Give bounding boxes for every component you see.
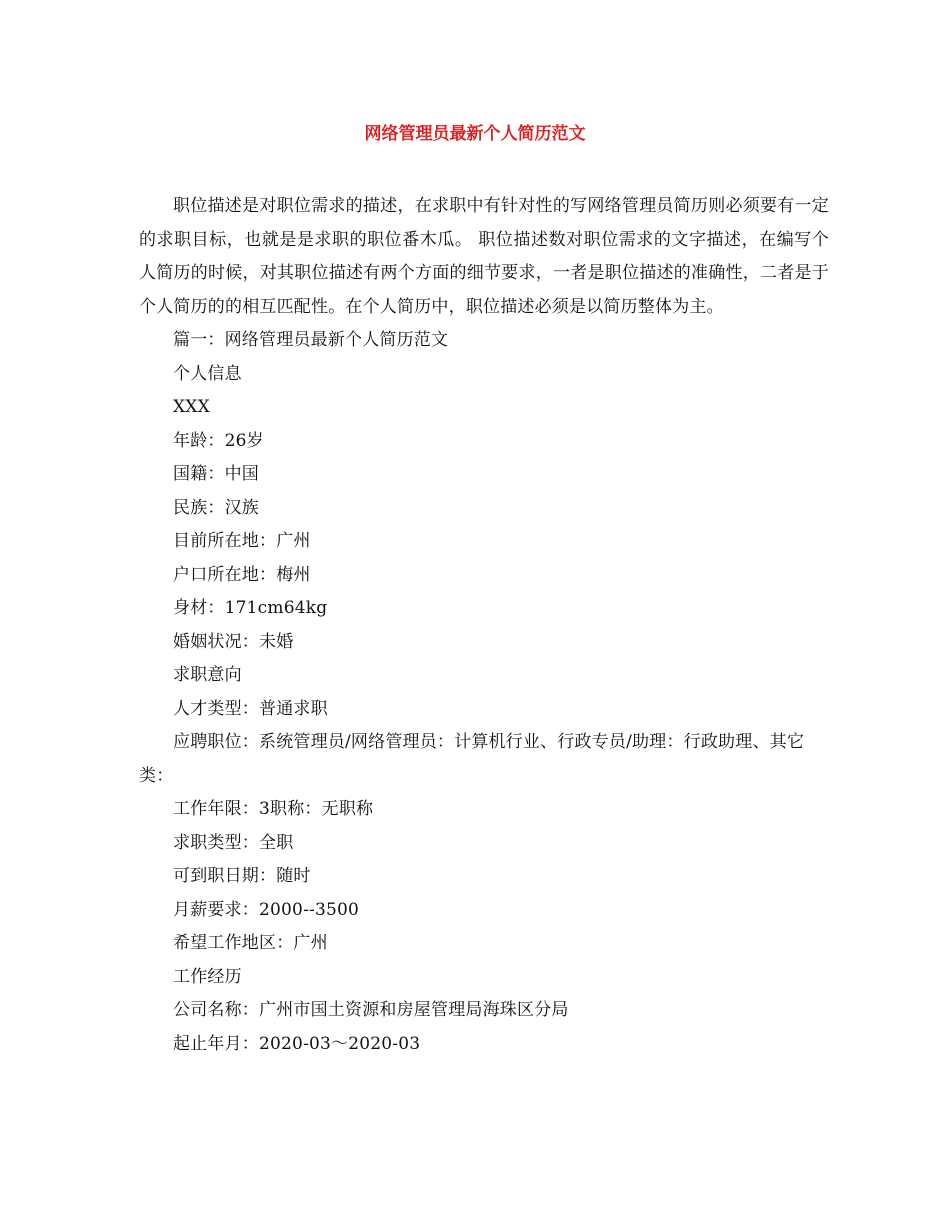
document-body — [139, 190, 829, 1061]
section-heading-article-one: 篇一：网络管理员最新个人简历范文 — [173, 330, 449, 350]
company-name-field: 公司名称：广州市国土资源和房屋管理局海珠区分局 — [173, 1000, 569, 1020]
employment-period-field: 起止年月：2020-03～2020-03 — [173, 1033, 421, 1054]
applied-position-field: 应聘职位：系统管理员/网络管理员：计算机行业、行政专员/助理：行政助理、其它类： — [139, 732, 805, 786]
salary-field: 月薪要求：2000--3500 — [173, 899, 360, 920]
marital-status-field: 婚姻状况：未婚 — [173, 631, 294, 652]
document-title: 网络管理员最新个人简历范文 — [364, 124, 586, 144]
desired-location-field: 希望工作地区：广州 — [173, 933, 328, 953]
age-field: 年龄：26岁 — [173, 430, 264, 451]
section-heading-job-intention: 求职意向 — [173, 665, 242, 685]
body-stats-field: 身材：171cm64kg — [173, 598, 328, 618]
name-field: XXX — [173, 397, 210, 417]
talent-type-field: 人才类型：普通求职 — [173, 698, 328, 719]
section-heading-work-experience: 工作经历 — [173, 966, 242, 987]
current-location-field: 目前所在地：广州 — [173, 531, 311, 551]
intro-paragraph: 职位描述是对职位需求的描述，在求职中有针对性的写网络管理员简历则必须要有一定的求职目标，也就是是求职的职位番木瓜。 职位描述数对职位需求的文字描述，在编写个人简历的时候，对其职位描述有两个方面的细节要求，一者是职位描述的准确性，二者是于个人简历的的相互匹配性。在个人简历中，职位描述必须是以简历整体为主。 — [139, 196, 829, 317]
work-years-field: 工作年限：3职称：无职称 — [173, 799, 374, 819]
ethnicity-field: 民族：汉族 — [173, 497, 259, 518]
start-date-field: 可到职日期：随时 — [173, 866, 311, 886]
section-heading-personal-info: 个人信息 — [173, 363, 242, 384]
job-type-field: 求职类型：全职 — [173, 832, 294, 853]
hukou-location-field: 户口所在地：梅州 — [173, 564, 311, 585]
nationality-field: 国籍：中国 — [173, 464, 259, 484]
